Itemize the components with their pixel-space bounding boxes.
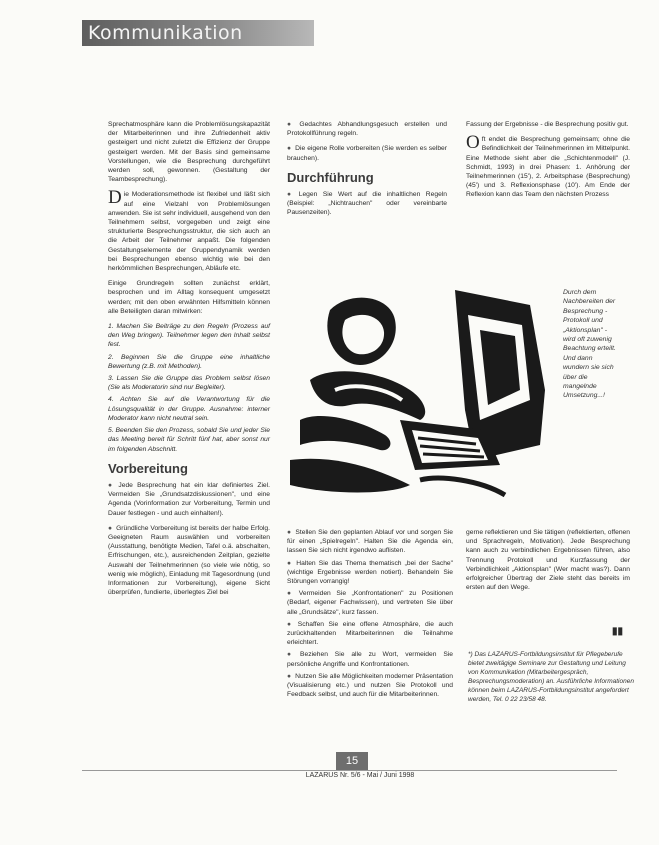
column-1 [108,120,270,603]
durchfuehrung-bullet: ● Nutzen Sie alle Möglichkeiten moderner Präsentation (Visualisierung etc.) und nutzen Sie Protokoll und Feedback selbst, und auch für die Mitarbeiterinnen. [287,672,453,700]
col3-paragraph-2: Oft endet die Besprechung gemeinsam; ohne die Befindlichkeit der Teilnehmerinnen im Mittelpunkt. Eine Methode sieht aber die „Schichtenmodell" (J. Schmidt, 1993) in drei Phasen: 1. Anhörung der Teilnehmerinnen (15'), 2. Arbeitsphase (Besprechung) (45') und 3. Reflexionsphase (10'). Am Ende der Reflexion kann das Team den nächsten Prozess [466,132,630,199]
computer-user-illustration [290,270,560,520]
footer-rule [82,770,617,771]
heading-durchfuehrung: Durchführung [287,169,374,185]
column-3-bottom [466,528,630,598]
footnote: *) Das LAZARUS-Fortbildungsinstitut für Pflegeberufe bietet zweitägige Seminare zur Gestaltung und Leitung von Kommunikation (Mitarbeitergespräch, Besprechungsmoderation) an. Ausführliche Informationen können beim LAZARUS-Fortbildungsinstitut angefordert werden, Tel. 0 22 23/58 48. [468,651,634,703]
end-mark-icon: ▮▮ [612,626,624,637]
durchfuehrung-bullet: ● Halten Sie das Thema thematisch „bei der Sache" (wichtige Ergebnisse werden notiert). Behandeln Sie Störungen vorrangig! [287,559,453,587]
col3-paragraph-3: gerne reflektieren und Sie tätigen (reflektierten, offenen und Sprachregeln, Motivation). Jede Besprechung kann auch zu verbindlichen Ergebnissen führen, also Trennung Protokoll und Kurzfassung der Verbindlichkeit „Aktionsplan" (Wer macht was?). Dann erfolgreicher Übertrag der Ziele steht das bereits im ersten auf den Wege. [466,529,630,592]
durchfuehrung-bullet: ● Vermeiden Sie „Konfrontationen" zu Positionen (Bedarf, eigener Fachwissen), und vertreten Sie über alle „Grundsätze", kurz fassen. [287,589,453,617]
journal-footer: LAZARUS Nr. 5/6 - Mai / Juni 1998 [305,772,415,779]
col2-bullet: ● Die eigene Rolle vorbereiten (Sie werden es selber brauchen). [287,144,447,162]
column-2-bottom [287,528,453,702]
page-number: 15 [336,752,368,770]
illustration-caption: Durch dem Nachbereiten der Besprechung - Protokoll und „Aktionsplan" - wird oft zuwenig Beachtung erteilt. Und dann wundern sie sich über die mangelnde Umsetzung...! [563,289,616,400]
heading-vorbereitung: Vorbereitung [108,460,188,476]
column-2-top [287,120,447,224]
rule-item: 1. Machen Sie Beiträge zu den Regeln (Prozess auf den Weg bringen). Teilnehmer legen den Inhalt selbst fest. [108,323,270,349]
durchfuehrung-bullet: ● Schaffen Sie eine offene Atmosphäre, die auch zurückhaltenden Mitarbeiterinnen die Teilnahme erleichtert. [287,620,453,648]
dropcap-d: D [108,187,122,209]
durchfuehrung-bullet: ● Stellen Sie den geplanten Ablauf vor und sorgen Sie für einen „Spielregeln". Halten Sie die Agenda ein, lassen Sie sich nicht irgendwo auflisten. [287,528,453,556]
vorbereitung-bullet: ● Gründliche Vorbereitung ist bereits der halbe Erfolg. Geeigneten Raum auswählen und vorbereiten (Ausstattung, benötigte Medien, Tafel o.ä. abschalten, Erfrischungen, etc.), ausreichenden Zeitplan, gezielte Auswahl der Teilnehmerinnen (so viele wie nötig, so wenig wie möglich), Einladung mit Tagesordnung (und Informationen zur Vorbereitung), eigene Sicht überprüfen, fundierte, überlegtes Ziel bei [108,524,270,598]
col1-paragraph-2: Die Moderationsmethode ist flexibel und läßt sich auf eine Vielzahl von Problemlösungen anwenden. Sie ist sehr individuell, ausgehend von den Teilnehmern selbst, vorgegeben und zeigt eine strukturierte Besprechungsstruktur, die sich auch an die Arbeit der Teilnehmer anpaßt. Die folgenden Gestaltungselemente der Gruppendynamik werden bei Besprechungen ebenso wichtig wie bei den herkömmlichen Besprechungen, Abläufe etc. [108,187,270,273]
section-title: Kommunikation [88,22,243,44]
col1-paragraph-1: Sprechatmosphäre kann die Problemlösungskapazität der Mitarbeiterinnen und ihre Zufriedenheit aktiv gesteigert und nicht zuletzt die Effizienz der Gruppe gesteigert werden. Mit der Basis sind gemeinsame Vorstellungen, wie die Besprechung durchgeführt werden soll, gewonnen. (Gestaltung der Teambesprechung). [108,121,270,184]
column-3-top [466,120,630,206]
dropcap-o: O [466,132,480,154]
vorbereitung-bullet: ● Jede Besprechung hat ein klar definiertes Ziel. Vermeiden Sie „Grundsatzdiskussionen", und eine Agenda (Vorinformation zur Vorbereitung, Termin und Dauer festlegen - und auch einhalten!). [108,481,270,518]
rule-item: 4. Achten Sie auf die Verantwortung für die Lösungsqualität in der Gruppe. Ausnahme: interner Moderator kann nicht neutral sein. [108,396,270,422]
rule-item: 3. Lassen Sie die Gruppe das Problem selbst lösen (Sie als Moderatorin sind nur Begleiter). [108,375,270,392]
rule-item: 5. Beenden Sie den Prozess, sobald Sie und jeder Sie das Meeting bereit für Schritt fünf hat, aber sonst nur im folgenden Abschnitt. [108,427,270,453]
durchfuehrung-bullet: ● Beziehen Sie alle zu Wort, vermeiden Sie persönliche Angriffe und Konfrontationen. [287,650,453,668]
col1-paragraph-3: Einige Grundregeln sollten zunächst erklärt, besprochen und im Alltag konsequent umgesetzt werden; mit den oben erwähnten Hilfsmitteln können alle Beteiligten daran mitwirken: [108,280,270,315]
col2-bullet: ● Gedachtes Abhandlungsgesuch erstellen und Protokollführung regeln. [287,120,447,138]
durchfuehrung-bullet: ● Legen Sie Wert auf die inhaltlichen Regeln (Beispiel: „Nichtrauchen" oder vereinbarte Pausenzeiten). [287,190,447,218]
col3-paragraph-1: Fassung der Ergebnisse - die Besprechung positiv gut. [466,121,629,128]
rule-item: 2. Beginnen Sie die Gruppe eine inhaltliche Bewertung (z.B. mit Methoden). [108,353,270,370]
